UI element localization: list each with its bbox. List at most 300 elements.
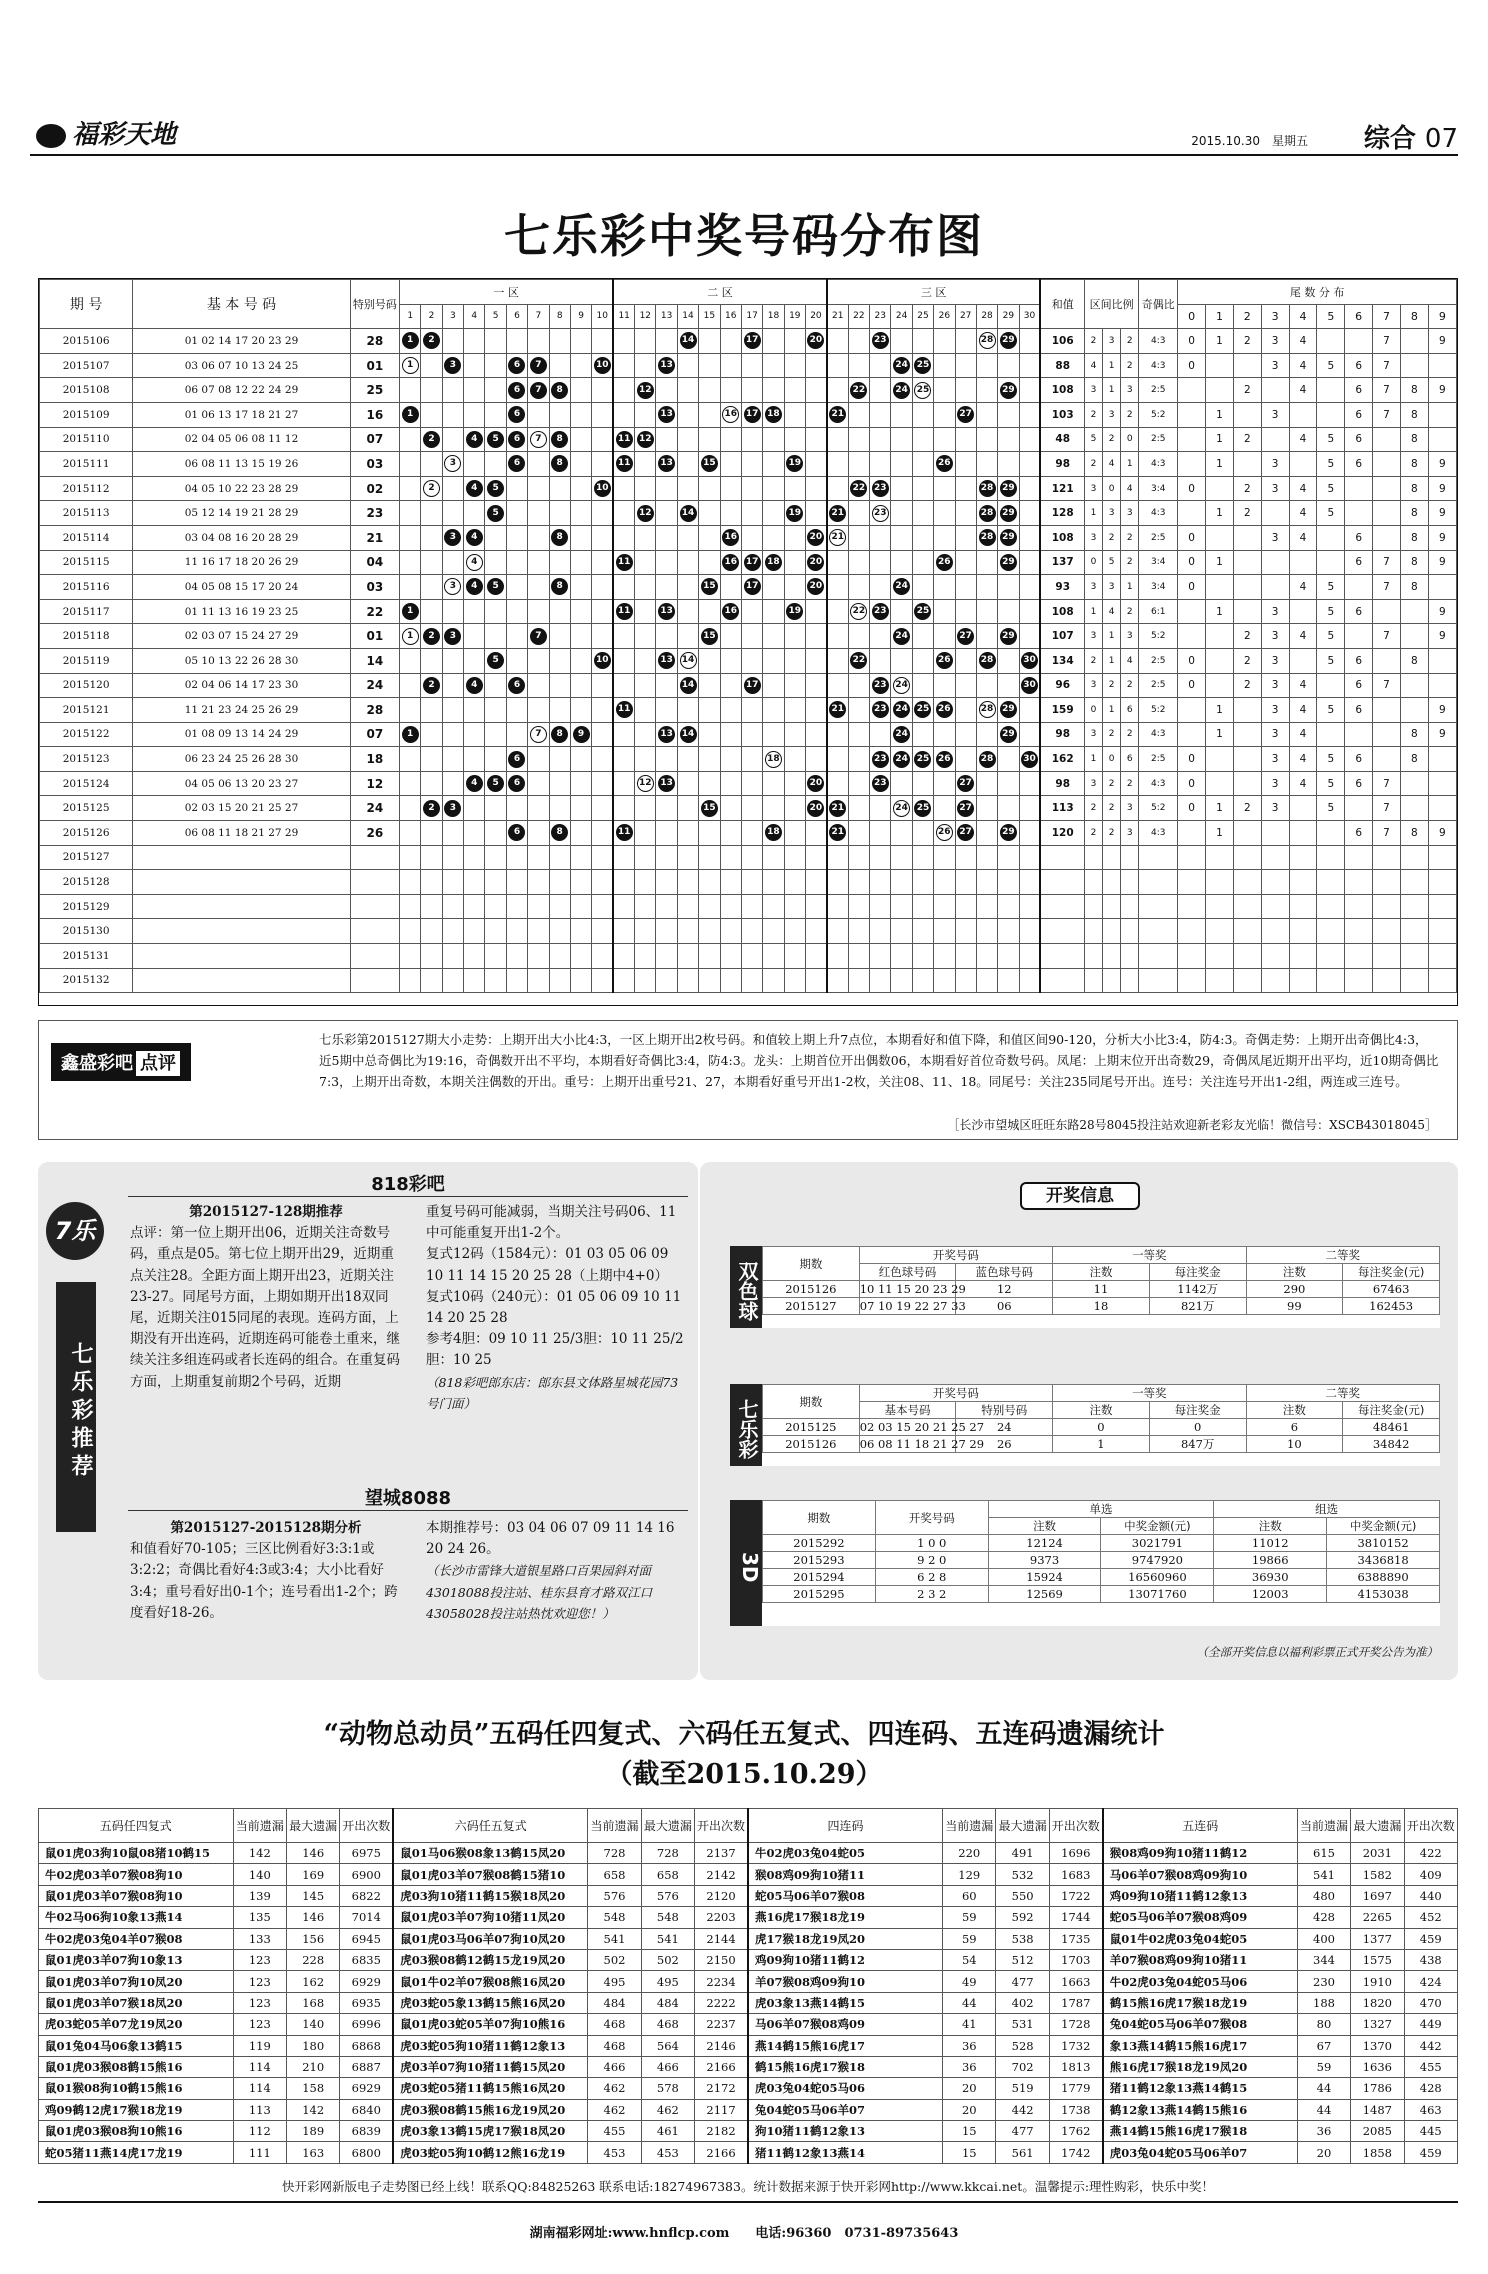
number-cell xyxy=(400,845,421,870)
drawn-ball: 27 xyxy=(957,824,974,841)
stat-cell: 6840 xyxy=(340,2099,393,2120)
tail-cell xyxy=(1428,427,1456,452)
number-cell xyxy=(400,624,421,649)
number-cell xyxy=(805,870,826,895)
number-cell xyxy=(656,870,677,895)
drawn-ball: 12 xyxy=(637,431,654,448)
missing-row xyxy=(39,1949,1458,1970)
number-cell xyxy=(421,378,442,403)
col-number: 13 xyxy=(656,304,677,329)
basic-numbers-cell: 03 04 08 16 20 28 29 xyxy=(133,525,351,550)
chart-row xyxy=(40,845,1457,870)
number-cell xyxy=(1019,525,1040,550)
number-cell xyxy=(912,845,933,870)
tail-cell xyxy=(1261,944,1289,969)
number-cell xyxy=(1019,968,1040,993)
result-cell: 24 xyxy=(956,1419,1053,1436)
number-cell xyxy=(976,722,997,747)
number-cell xyxy=(485,722,506,747)
sum-cell xyxy=(1040,894,1084,919)
number-cell xyxy=(784,329,805,354)
number-cell xyxy=(699,501,720,526)
number-cell xyxy=(635,402,656,427)
number-cell xyxy=(827,821,848,846)
number-cell xyxy=(485,575,506,600)
issue-date xyxy=(1191,132,1308,149)
stat-cell: 2150 xyxy=(695,1949,748,1970)
stat-cell: 491 xyxy=(996,1843,1049,1864)
number-cell xyxy=(720,550,741,575)
number-cell xyxy=(1019,698,1040,723)
number-cell xyxy=(912,501,933,526)
result-cell: 07 10 19 22 27 33 xyxy=(859,1299,966,1313)
header-cell: 开奖号码 xyxy=(859,1247,1052,1264)
number-cell xyxy=(506,771,527,796)
result-cell: 3436818 xyxy=(1327,1552,1440,1569)
special-number-cell: 28 xyxy=(350,329,399,354)
tail-cell xyxy=(1289,452,1317,477)
number-cell xyxy=(442,378,463,403)
number-cell xyxy=(442,894,463,919)
tail-cell: 8 xyxy=(1400,427,1428,452)
stat-header: 开出次数 xyxy=(1404,1809,1457,1843)
chart-row xyxy=(40,525,1457,550)
drawn-ball: 4 xyxy=(466,677,483,694)
number-cell xyxy=(421,329,442,354)
stat-cell: 145 xyxy=(286,1885,339,1906)
result-cell: 10 11 15 20 23 29 xyxy=(859,1282,966,1296)
number-cell xyxy=(635,427,656,452)
tail-cell: 3 xyxy=(1261,599,1289,624)
number-cell xyxy=(976,648,997,673)
tail-cell: 8 xyxy=(1400,821,1428,846)
number-cell xyxy=(400,944,421,969)
number-cell xyxy=(934,427,955,452)
result-cell: 06 xyxy=(956,1298,1053,1315)
number-cell xyxy=(549,624,570,649)
number-cell xyxy=(400,722,421,747)
number-cell xyxy=(827,378,848,403)
tail-cell: 4 xyxy=(1289,353,1317,378)
ratio-cell: 2 xyxy=(1121,329,1139,354)
drawn-ball: 13 xyxy=(658,455,675,472)
number-cell xyxy=(912,402,933,427)
drawn-ball: 24 xyxy=(893,382,910,399)
818-column-2 xyxy=(426,1202,688,1414)
tail-cell xyxy=(1233,353,1261,378)
header-cell: 单选 xyxy=(988,1501,1214,1518)
number-cell xyxy=(677,968,698,993)
tail-cell: 1 xyxy=(1206,402,1234,427)
drawn-ball: 8 xyxy=(551,431,568,448)
basic-numbers-cell xyxy=(133,919,351,944)
tail-cell xyxy=(1428,968,1456,993)
tail-cell xyxy=(1206,845,1234,870)
number-cell xyxy=(741,452,762,477)
number-cell xyxy=(656,673,677,698)
number-cell xyxy=(677,845,698,870)
drawn-ball: 21 xyxy=(829,824,846,841)
stat-cell: 548 xyxy=(641,1907,694,1928)
stat-cell: 123 xyxy=(233,1971,286,1992)
number-cell xyxy=(870,624,891,649)
number-cell xyxy=(720,476,741,501)
stat-cell: 1697 xyxy=(1351,1885,1404,1906)
number-cell xyxy=(763,525,784,550)
drawn-ball: 26 xyxy=(936,701,953,718)
stat-cell: 462 xyxy=(588,2099,641,2120)
number-cell xyxy=(613,329,634,354)
number-cell xyxy=(442,624,463,649)
number-cell xyxy=(934,870,955,895)
header-cell: 开奖号码 xyxy=(859,1385,1052,1402)
number-cell xyxy=(506,525,527,550)
sum-cell: 107 xyxy=(1040,624,1084,649)
number-cell xyxy=(528,501,549,526)
missing-row xyxy=(39,2056,1458,2077)
tail-cell: 2 xyxy=(1233,501,1261,526)
number-cell xyxy=(955,575,976,600)
ratio-cell xyxy=(1103,845,1121,870)
result-cell: 9747920 xyxy=(1101,1552,1214,1569)
number-cell xyxy=(506,796,527,821)
number-cell xyxy=(934,575,955,600)
odd-even-cell: 6:1 xyxy=(1139,599,1178,624)
stat-cell: 6800 xyxy=(340,2142,393,2163)
tail-cell xyxy=(1373,944,1401,969)
number-cell xyxy=(421,698,442,723)
bottom-contact: 湖南福彩网址:www.hnflcp.com 电话:96360 0731-89735643 xyxy=(529,2226,959,2241)
number-cell xyxy=(528,968,549,993)
number-cell xyxy=(613,747,634,772)
number-cell xyxy=(656,550,677,575)
result-cell: 847万 xyxy=(1149,1436,1246,1453)
basic-numbers-cell xyxy=(133,894,351,919)
stat-cell: 230 xyxy=(1297,1971,1350,1992)
number-cell xyxy=(570,771,591,796)
missing-row xyxy=(39,1971,1458,1992)
number-cell xyxy=(485,698,506,723)
drawn-ball: 21 xyxy=(829,800,846,817)
number-cell xyxy=(528,845,549,870)
ratio-cell xyxy=(1084,944,1102,969)
tail-cell xyxy=(1206,378,1234,403)
tail-cell: 5 xyxy=(1317,452,1345,477)
col-tail-digit: 1 xyxy=(1206,304,1234,329)
number-cell xyxy=(848,771,869,796)
stat-cell: 180 xyxy=(286,2035,339,2056)
number-cell xyxy=(912,378,933,403)
number-cell xyxy=(805,968,826,993)
period-cell: 2015108 xyxy=(40,378,133,403)
tail-cell xyxy=(1233,821,1261,846)
drawn-ball: 23 xyxy=(872,480,889,497)
drawn-ball: 29 xyxy=(1000,701,1017,718)
stat-cell: 1370 xyxy=(1351,2035,1404,2056)
number-cell xyxy=(570,698,591,723)
period-cell: 2015128 xyxy=(40,870,133,895)
col-number: 15 xyxy=(699,304,720,329)
number-cell xyxy=(870,968,891,993)
number-cell xyxy=(891,599,912,624)
period-cell: 2015132 xyxy=(40,968,133,993)
number-cell xyxy=(720,771,741,796)
drawn-ball: 15 xyxy=(701,455,718,472)
number-cell xyxy=(421,919,442,944)
number-cell xyxy=(464,845,485,870)
ratio-cell xyxy=(1084,870,1102,895)
tail-cell xyxy=(1178,722,1206,747)
stat-cell: 532 xyxy=(996,1864,1049,1885)
tail-cell: 4 xyxy=(1289,476,1317,501)
col-number: 28 xyxy=(976,304,997,329)
tail-cell: 6 xyxy=(1345,771,1373,796)
ratio-cell: 5 xyxy=(1084,427,1102,452)
number-cell xyxy=(912,771,933,796)
drawn-ball: 24 xyxy=(893,357,910,374)
number-cell xyxy=(506,722,527,747)
drawn-ball: 19 xyxy=(786,455,803,472)
number-cell xyxy=(592,402,614,427)
number-cell xyxy=(485,353,506,378)
result-row xyxy=(763,1298,1440,1315)
stat-cell: 2117 xyxy=(695,2099,748,2120)
ratio-cell xyxy=(1103,968,1121,993)
drawn-ball: 6 xyxy=(508,406,525,423)
period-cell: 2015119 xyxy=(40,648,133,673)
number-cell xyxy=(506,427,527,452)
ratio-cell: 2 xyxy=(1103,427,1121,452)
number-cell xyxy=(528,353,549,378)
sum-cell xyxy=(1040,919,1084,944)
tail-cell: 1 xyxy=(1206,329,1234,354)
number-cell xyxy=(635,353,656,378)
number-cell xyxy=(827,919,848,944)
drawn-ball: 26 xyxy=(936,652,953,669)
tail-cell: 0 xyxy=(1178,525,1206,550)
tail-cell: 5 xyxy=(1317,575,1345,600)
special-number-cell: 25 xyxy=(350,378,399,403)
number-cell xyxy=(592,968,614,993)
col-number: 24 xyxy=(891,304,912,329)
ratio-cell: 3 xyxy=(1084,525,1102,550)
tail-cell: 9 xyxy=(1428,501,1456,526)
code-cell: 鼠01虎03羊07狗10象13 xyxy=(39,1949,234,1970)
number-cell xyxy=(955,919,976,944)
tail-cell: 2 xyxy=(1233,476,1261,501)
tail-cell: 8 xyxy=(1400,525,1428,550)
drawn-ball: 17 xyxy=(744,578,761,595)
number-cell xyxy=(442,747,463,772)
number-cell xyxy=(464,575,485,600)
col-tail-digit: 0 xyxy=(1178,304,1206,329)
sum-cell: 103 xyxy=(1040,402,1084,427)
number-cell xyxy=(464,771,485,796)
col-number: 2 xyxy=(421,304,442,329)
chart-row xyxy=(40,452,1457,477)
tail-cell: 8 xyxy=(1400,648,1428,673)
number-cell xyxy=(998,821,1019,846)
number-cell xyxy=(442,648,463,673)
number-cell xyxy=(570,427,591,452)
tail-cell xyxy=(1178,919,1206,944)
number-cell xyxy=(464,821,485,846)
tail-cell xyxy=(1373,870,1401,895)
number-cell xyxy=(741,427,762,452)
stat-cell: 2144 xyxy=(695,1928,748,1949)
number-cell xyxy=(421,894,442,919)
col-number: 29 xyxy=(998,304,1019,329)
number-cell xyxy=(976,821,997,846)
drawn-ball: 10 xyxy=(594,357,611,374)
stat-cell: 1858 xyxy=(1351,2142,1404,2163)
stat-cell: 188 xyxy=(1297,1992,1350,2013)
drawn-ball: 24 xyxy=(893,578,910,595)
drawn-ball: 7 xyxy=(530,382,547,399)
sum-cell xyxy=(1040,845,1084,870)
tail-cell xyxy=(1373,722,1401,747)
special-number-cell: 22 xyxy=(350,599,399,624)
tail-cell: 5 xyxy=(1317,771,1345,796)
stat-cell: 1377 xyxy=(1351,1928,1404,1949)
tail-cell xyxy=(1317,673,1345,698)
odd-even-cell: 4:3 xyxy=(1139,353,1178,378)
tail-cell xyxy=(1345,624,1373,649)
number-cell xyxy=(699,575,720,600)
number-cell xyxy=(485,402,506,427)
ratio-cell: 1 xyxy=(1103,624,1121,649)
number-cell xyxy=(1019,648,1040,673)
number-cell xyxy=(528,575,549,600)
header-cell: 二等奖 xyxy=(1246,1247,1439,1264)
number-cell xyxy=(912,698,933,723)
header-cell: 特别号码 xyxy=(956,1402,1053,1419)
result-cell: 16560960 xyxy=(1101,1569,1214,1586)
number-cell xyxy=(592,919,614,944)
818-column-1 xyxy=(130,1202,402,1393)
8088-title: 望城8088 xyxy=(128,1484,688,1511)
stat-cell: 445 xyxy=(1404,2121,1457,2142)
number-cell xyxy=(656,402,677,427)
col-number: 12 xyxy=(635,304,656,329)
number-cell xyxy=(976,796,997,821)
stat-cell: 442 xyxy=(996,2099,1049,2120)
ratio-cell: 2 xyxy=(1121,353,1139,378)
sum-cell: 121 xyxy=(1040,476,1084,501)
number-cell xyxy=(421,353,442,378)
number-cell xyxy=(1019,870,1040,895)
number-cell xyxy=(741,845,762,870)
number-cell xyxy=(870,747,891,772)
result-cell: 821万 xyxy=(1149,1298,1246,1315)
8088-column-1 xyxy=(130,1518,402,1624)
drawn-ball: 29 xyxy=(1000,628,1017,645)
stat-cell: 20 xyxy=(943,2078,996,2099)
tail-cell xyxy=(1345,501,1373,526)
number-cell xyxy=(570,870,591,895)
code-cell: 鼠01猴08狗10鹤15熊16 xyxy=(39,2078,234,2099)
number-cell xyxy=(592,329,614,354)
number-cell xyxy=(934,894,955,919)
stat-cell: 484 xyxy=(641,1992,694,2013)
paragraph: 点评：第一位上期开出06，近期关注奇数号码，重点是05。第七位上期开出29，近期重点关注28。全距方面上期开出23，近期关注23-27。同尾号方面，上期如期开出18双同尾，近期关注015同尾的表现。连码方面，上期没有开出连码，近期连码可能卷土重来，继续关注多组连码或者长连码的组合。在重复码方面，上期重复前期2个号码，近期 xyxy=(130,1225,400,1390)
number-cell xyxy=(464,919,485,944)
sum-cell: 48 xyxy=(1040,427,1084,452)
number-cell xyxy=(848,427,869,452)
number-cell xyxy=(635,845,656,870)
stat-cell: 453 xyxy=(641,2142,694,2163)
stat-cell: 1728 xyxy=(1049,2014,1102,2035)
chart-row xyxy=(40,870,1457,895)
stat-cell: 561 xyxy=(996,2142,1049,2163)
stat-cell: 6935 xyxy=(340,1992,393,2013)
number-cell xyxy=(805,944,826,969)
tail-cell xyxy=(1261,550,1289,575)
header-cell: 期数 xyxy=(763,1385,860,1419)
logo-text: 福彩天地 xyxy=(72,120,177,150)
stat-cell: 461 xyxy=(641,2121,694,2142)
stat-cell: 6822 xyxy=(340,1885,393,1906)
number-cell xyxy=(421,525,442,550)
number-cell xyxy=(656,968,677,993)
sum-cell: 96 xyxy=(1040,673,1084,698)
number-cell xyxy=(870,329,891,354)
result-row xyxy=(763,1586,1440,1603)
number-cell xyxy=(720,402,741,427)
number-cell xyxy=(934,452,955,477)
tail-cell xyxy=(1345,968,1373,993)
stat-cell: 15 xyxy=(943,2142,996,2163)
special-ball: 23 xyxy=(872,505,889,522)
paragraph: 复式10码（240元）：01 05 06 09 10 11 14 20 25 28 xyxy=(426,1288,682,1327)
number-cell xyxy=(934,648,955,673)
code-cell: 蛇05马06羊07猴08鸡09 xyxy=(1103,1907,1298,1928)
drawn-ball: 3 xyxy=(444,529,461,546)
number-cell xyxy=(485,378,506,403)
header-cell: 每注奖金 xyxy=(1149,1402,1246,1419)
tail-cell xyxy=(1178,870,1206,895)
number-cell xyxy=(442,550,463,575)
number-cell xyxy=(1019,452,1040,477)
tail-cell: 9 xyxy=(1428,550,1456,575)
number-cell xyxy=(976,575,997,600)
code-cell: 牛02虎03兔04蛇05马06 xyxy=(1103,1971,1298,1992)
number-cell xyxy=(464,427,485,452)
tail-cell: 5 xyxy=(1317,599,1345,624)
chart-row xyxy=(40,624,1457,649)
basic-numbers-cell xyxy=(133,968,351,993)
stat-cell: 728 xyxy=(588,1843,641,1864)
special-number-cell xyxy=(350,968,399,993)
drawn-ball: 29 xyxy=(1000,554,1017,571)
tail-cell: 2 xyxy=(1233,796,1261,821)
number-cell xyxy=(613,353,634,378)
number-cell xyxy=(891,353,912,378)
tail-cell: 4 xyxy=(1289,575,1317,600)
number-cell xyxy=(934,722,955,747)
result-cell: 2015126 xyxy=(763,1281,860,1298)
tail-cell: 1 xyxy=(1206,501,1234,526)
drawn-ball: 17 xyxy=(744,406,761,423)
number-cell xyxy=(677,747,698,772)
number-cell xyxy=(848,452,869,477)
number-cell xyxy=(976,698,997,723)
basic-numbers-cell: 02 04 05 06 08 11 12 xyxy=(133,427,351,452)
stat-cell: 1703 xyxy=(1049,1949,1102,1970)
number-cell xyxy=(485,845,506,870)
number-cell xyxy=(528,870,549,895)
basic-numbers-cell xyxy=(133,870,351,895)
